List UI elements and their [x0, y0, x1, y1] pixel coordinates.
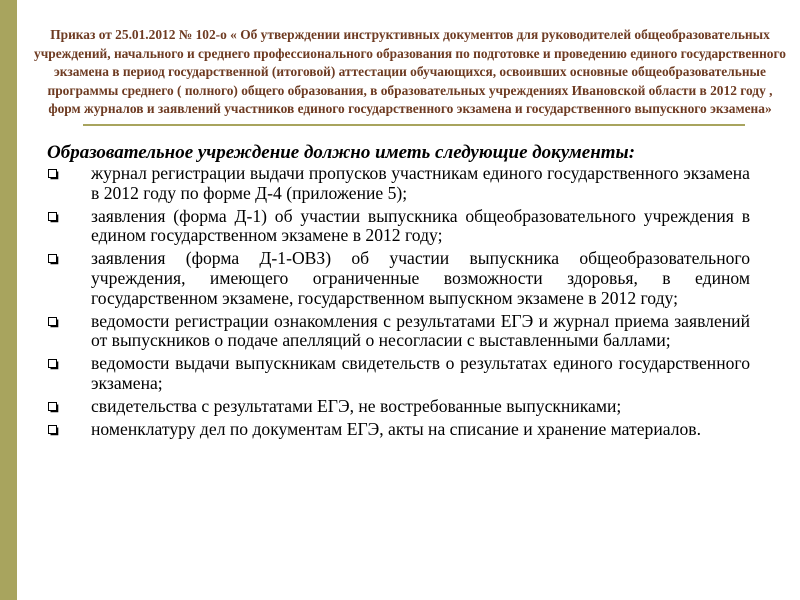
hollow-square-bullet-icon [47, 316, 59, 328]
hollow-square-bullet-icon [47, 424, 59, 436]
list-item-text: свидетельства с результатами ЕГЭ, не востребованные выпускниками; [91, 395, 622, 416]
list-item-text: ведомости регистрации ознакомления с результатами ЕГЭ и журнал приема заявлений от выпускников о подаче апелляций о несогласии с выставленными баллами; [91, 310, 750, 351]
hollow-square-bullet-icon [47, 253, 59, 265]
list-item [45, 249, 750, 308]
left-accent-bar [0, 0, 17, 600]
list-item-text: номенклатуру дел по документам ЕГЭ, акты на списание и хранение материалов. [91, 418, 701, 439]
list-item [45, 164, 750, 204]
list-item [45, 420, 750, 440]
slide-title: Приказ от 25.01.2012 № 102-о « Об утверждении инструктивных документов для руководителей общеобразовательных учреждений, начального и среднего профессионального образования по подготовке и проведению единого государственного экзамена в период государственной (итоговой) аттестации обучающихся, освоивших основные общеобразовательные программы среднего ( полного) общего образования, в образовательных учреждениях Ивановской области в 2012 году , форм журналов и заявлений участников единого государственного экзамена и государственного выпускного экзамена» [34, 27, 786, 116]
title-divider [83, 124, 745, 126]
list-item-text: заявления (форма Д-1) об участии выпускника общеобразовательного учреждения в едином государственном экзамене в 2012 году; [91, 205, 750, 246]
documents-list [45, 164, 750, 439]
hollow-square-bullet-icon [47, 211, 59, 223]
hollow-square-bullet-icon [47, 168, 59, 180]
list-item-text: журнал регистрации выдачи пропусков участникам единого государственного экзамена в 2012 году по форме Д-4 (приложение 5); [91, 163, 750, 203]
documents-heading: Образовательное учреждение должно иметь следующие документы: [47, 142, 636, 163]
list-item-text: ведомости выдачи выпускникам свидетельств о результатах единого государственного экзамена; [91, 353, 750, 393]
slide-content [45, 142, 750, 439]
list-item [45, 312, 750, 352]
hollow-square-bullet-icon [47, 401, 59, 413]
list-item [45, 397, 750, 417]
list-item [45, 354, 750, 394]
list-item-text: заявления (форма Д-1-ОВЗ) об участии выпускника общеобразовательного учреждения, имеющего ограниченные возможности здоровья, в едином государственном экзамене, государственном выпускном экзамене в 2012 году; [91, 248, 750, 308]
list-item [45, 207, 750, 247]
hollow-square-bullet-icon [47, 358, 59, 370]
